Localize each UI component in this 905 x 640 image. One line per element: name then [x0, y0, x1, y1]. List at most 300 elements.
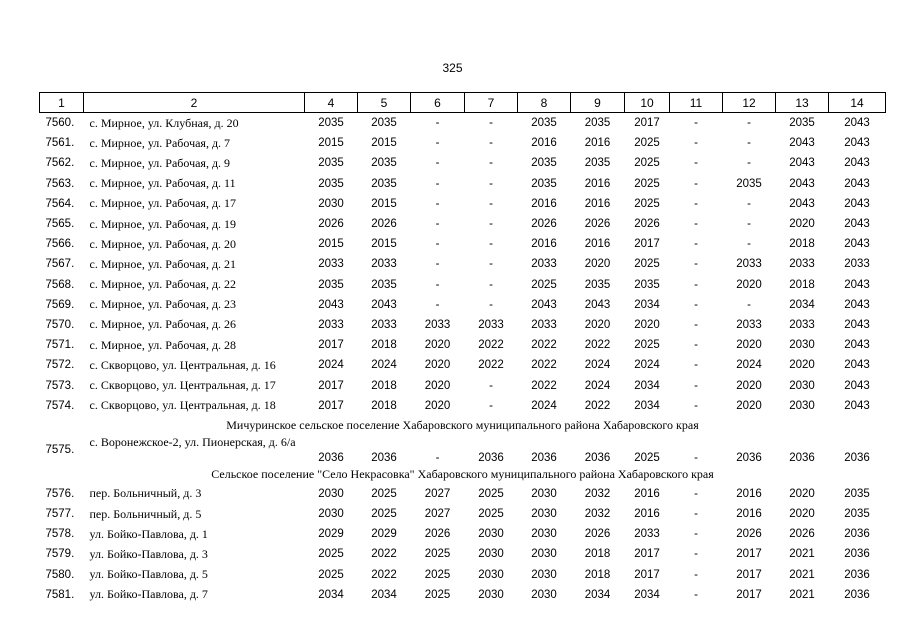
row-number: 7560.	[45, 117, 75, 130]
column-header: 7	[465, 93, 518, 113]
table-row	[40, 214, 886, 234]
table-row	[40, 435, 886, 465]
address-cell: с. Мирное, ул. Рабочая, д. 20	[89, 236, 237, 251]
row-number: 7574.	[45, 399, 75, 412]
year-cell: 2025	[371, 487, 397, 500]
section-heading-row	[40, 465, 886, 484]
year-cell: 2030	[478, 528, 504, 541]
year-cell: 2030	[318, 197, 344, 210]
year-cell: 2036	[371, 451, 397, 464]
column-header: 12	[723, 93, 776, 113]
year-cell: 2022	[531, 339, 557, 352]
year-cell: -	[694, 258, 698, 271]
year-cell: 2024	[736, 359, 762, 372]
year-cell: -	[747, 137, 751, 150]
year-cell: 2035	[371, 157, 397, 170]
row-number: 7576.	[45, 487, 75, 500]
address-cell: с. Мирное, ул. Рабочая, д. 7	[89, 135, 231, 150]
address-cell: с. Скворцово, ул. Центральная, д. 16	[89, 357, 276, 372]
year-cell: -	[489, 157, 493, 170]
year-cell: 2017	[736, 548, 762, 561]
year-cell: -	[435, 238, 440, 251]
year-cell: 2021	[789, 568, 815, 581]
year-cell: 2017	[634, 238, 660, 251]
address-cell: с. Мирное, ул. Рабочая, д. 17	[89, 196, 237, 211]
year-cell: 2033	[789, 258, 815, 271]
section-heading-row	[40, 416, 886, 435]
year-cell: 2015	[371, 238, 397, 251]
year-cell: 2025	[634, 451, 660, 464]
year-cell: 2017	[736, 568, 762, 581]
table-body	[40, 113, 886, 605]
year-cell: 2033	[844, 258, 870, 271]
year-cell: 2026	[318, 218, 344, 231]
year-cell: 2016	[584, 177, 611, 190]
year-cell: 2030	[789, 379, 815, 392]
year-cell: 2018	[584, 548, 611, 561]
year-cell: 2043	[584, 298, 611, 311]
year-cell: 2024	[584, 379, 611, 392]
year-cell: 2035	[634, 278, 660, 291]
row-number: 7565.	[45, 218, 75, 231]
year-cell: 2022	[478, 339, 504, 352]
year-cell: 2030	[478, 568, 504, 581]
year-cell: -	[435, 157, 440, 170]
table-row	[40, 113, 886, 134]
row-number: 7568.	[45, 278, 75, 291]
year-cell: 2030	[789, 339, 815, 352]
year-cell: -	[694, 218, 698, 231]
table-row	[40, 355, 886, 375]
year-cell: 2020	[789, 487, 815, 500]
table-header-row	[40, 93, 886, 113]
year-cell: 2022	[371, 568, 397, 581]
year-cell: 2018	[371, 379, 397, 392]
year-cell: -	[747, 117, 751, 130]
table-row	[40, 295, 886, 315]
table-row	[40, 194, 886, 214]
address-cell: ул. Бойко-Павлова, д. 1	[89, 526, 208, 541]
year-cell: -	[694, 339, 698, 352]
year-cell: 2016	[736, 508, 762, 521]
table-row	[40, 565, 886, 585]
row-number: 7566.	[45, 238, 75, 251]
year-cell: 2018	[371, 339, 397, 352]
row-number: 7569.	[45, 298, 75, 311]
address-cell: с. Мирное, ул. Рабочая, д. 21	[89, 256, 237, 271]
year-cell: 2036	[531, 451, 557, 464]
year-cell: -	[489, 258, 493, 271]
year-cell: 2016	[531, 238, 557, 251]
year-cell: 2030	[318, 487, 344, 500]
year-cell: 2026	[424, 528, 451, 541]
row-number: 7570.	[45, 318, 75, 331]
year-cell: 2032	[584, 508, 611, 521]
column-header: 9	[571, 93, 625, 113]
year-cell: 2029	[371, 528, 397, 541]
year-cell: 2033	[318, 258, 344, 271]
column-header: 1	[40, 93, 84, 113]
year-cell: 2043	[844, 318, 870, 331]
year-cell: 2030	[531, 528, 557, 541]
year-cell: 2020	[424, 339, 451, 352]
table-row	[40, 375, 886, 395]
year-cell: -	[747, 238, 751, 251]
year-cell: 2036	[736, 451, 762, 464]
year-cell: 2025	[424, 568, 451, 581]
year-cell: 2033	[789, 318, 815, 331]
year-cell: 2025	[531, 278, 557, 291]
year-cell: 2018	[789, 238, 815, 251]
year-cell: -	[694, 278, 698, 291]
year-cell: -	[747, 298, 751, 311]
address-cell: пер. Больничный, д. 5	[89, 506, 202, 521]
year-cell: 2033	[371, 318, 397, 331]
year-cell: -	[694, 298, 698, 311]
year-cell: 2036	[844, 588, 870, 601]
year-cell: -	[694, 451, 698, 464]
year-cell: 2022	[584, 399, 611, 412]
year-cell: -	[489, 278, 493, 291]
year-cell: 2043	[844, 379, 870, 392]
year-cell: 2020	[789, 508, 815, 521]
year-cell: -	[489, 298, 493, 311]
year-cell: 2024	[634, 359, 660, 372]
year-cell: 2016	[634, 508, 660, 521]
row-number: 7578.	[45, 528, 75, 541]
year-cell: 2022	[478, 359, 504, 372]
year-cell: 2025	[318, 568, 344, 581]
year-cell: 2026	[736, 528, 762, 541]
year-cell: -	[489, 399, 493, 412]
year-cell: 2036	[478, 451, 504, 464]
year-cell: 2016	[531, 137, 557, 150]
year-cell: 2026	[634, 218, 660, 231]
row-number: 7572.	[45, 359, 75, 372]
year-cell: 2036	[789, 451, 815, 464]
year-cell: 2036	[584, 451, 611, 464]
year-cell: 2033	[634, 528, 660, 541]
year-cell: 2025	[371, 508, 397, 521]
year-cell: 2043	[789, 197, 815, 210]
year-cell: 2025	[424, 588, 451, 601]
year-cell: 2034	[634, 379, 660, 392]
year-cell: 2015	[371, 137, 397, 150]
year-cell: 2025	[634, 258, 660, 271]
table-row	[40, 254, 886, 274]
year-cell: 2033	[318, 318, 344, 331]
year-cell: 2035	[584, 157, 611, 170]
table-row	[40, 335, 886, 355]
year-cell: 2020	[424, 359, 451, 372]
year-cell: 2034	[634, 399, 660, 412]
year-cell: 2017	[634, 548, 660, 561]
table-row	[40, 484, 886, 504]
year-cell: 2022	[531, 379, 557, 392]
year-cell: 2021	[789, 588, 815, 601]
year-cell: 2034	[584, 588, 611, 601]
housing-table	[39, 92, 886, 605]
year-cell: 2036	[844, 451, 870, 464]
address-cell: с. Воронежское-2, ул. Пионерская, д. 6/а	[89, 434, 296, 449]
year-cell: 2030	[531, 588, 557, 601]
year-cell: 2015	[371, 197, 397, 210]
address-cell: ул. Бойко-Павлова, д. 7	[89, 587, 208, 602]
column-header: 5	[358, 93, 411, 113]
row-number: 7581.	[45, 588, 75, 601]
year-cell: -	[489, 197, 493, 210]
year-cell: 2043	[789, 177, 815, 190]
year-cell: -	[694, 197, 698, 210]
year-cell: -	[694, 588, 698, 601]
year-cell: 2035	[371, 117, 397, 130]
year-cell: 2032	[584, 487, 611, 500]
table-row	[40, 133, 886, 153]
address-cell: с. Скворцово, ул. Центральная, д. 17	[89, 378, 276, 393]
year-cell: 2043	[318, 298, 344, 311]
year-cell: 2020	[736, 379, 762, 392]
year-cell: 2017	[318, 379, 344, 392]
year-cell: 2015	[318, 137, 344, 150]
year-cell: 2034	[634, 588, 660, 601]
year-cell: -	[435, 218, 440, 231]
year-cell: -	[489, 137, 493, 150]
year-cell: 2030	[531, 487, 557, 500]
year-cell: 2030	[531, 548, 557, 561]
year-cell: 2026	[584, 218, 611, 231]
year-cell: 2026	[371, 218, 397, 231]
year-cell: -	[747, 197, 751, 210]
year-cell: 2043	[789, 137, 815, 150]
row-number: 7564.	[45, 197, 75, 210]
year-cell: 2035	[318, 117, 344, 130]
address-cell: с. Мирное, ул. Рабочая, д. 11	[89, 176, 236, 191]
row-number: 7580.	[45, 568, 75, 581]
year-cell: 2043	[371, 298, 397, 311]
year-cell: 2036	[844, 568, 870, 581]
year-cell: 2043	[789, 157, 815, 170]
year-cell: -	[489, 238, 493, 251]
year-cell: 2034	[789, 298, 815, 311]
year-cell: 2043	[844, 197, 870, 210]
year-cell: 2033	[531, 258, 557, 271]
address-cell: с. Мирное, ул. Рабочая, д. 28	[89, 337, 237, 352]
year-cell: 2017	[634, 117, 660, 130]
year-cell: 2026	[789, 528, 815, 541]
year-cell: 2020	[789, 218, 815, 231]
year-cell: 2035	[584, 117, 611, 130]
year-cell: 2030	[478, 588, 504, 601]
year-cell: 2043	[844, 359, 870, 372]
year-cell: 2027	[424, 508, 451, 521]
year-cell: 2021	[789, 548, 815, 561]
year-cell: 2034	[371, 588, 397, 601]
year-cell: 2035	[531, 117, 557, 130]
table-row	[40, 153, 886, 173]
year-cell: 2036	[318, 451, 344, 464]
year-cell: -	[489, 379, 493, 392]
table-row	[40, 544, 886, 564]
year-cell: 2033	[736, 258, 762, 271]
year-cell: 2015	[318, 238, 344, 251]
row-number: 7561.	[45, 137, 75, 150]
year-cell: -	[694, 528, 698, 541]
table-row	[40, 234, 886, 254]
year-cell: -	[694, 177, 698, 190]
year-cell: -	[435, 298, 440, 311]
year-cell: 2025	[634, 339, 660, 352]
year-cell: -	[747, 157, 751, 170]
table-row	[40, 585, 886, 605]
year-cell: 2024	[531, 399, 557, 412]
year-cell: 2043	[531, 298, 557, 311]
row-number: 7577.	[45, 508, 75, 521]
year-cell: -	[694, 399, 698, 412]
year-cell: 2035	[371, 177, 397, 190]
year-cell: 2020	[736, 339, 762, 352]
section-heading: Мичуринское сельское поселение Хабаровского муниципального района Хабаровского края	[226, 417, 699, 432]
row-number: 7563.	[45, 177, 75, 190]
row-number: 7575.	[45, 443, 75, 456]
column-header: 14	[829, 93, 886, 113]
year-cell: 2022	[584, 339, 611, 352]
year-cell: 2033	[478, 318, 504, 331]
column-header: 6	[411, 93, 465, 113]
year-cell: 2020	[789, 359, 815, 372]
table-row	[40, 275, 886, 295]
column-header: 13	[776, 93, 829, 113]
address-cell: с. Мирное, ул. Клубная, д. 20	[89, 115, 239, 130]
year-cell: 2024	[371, 359, 397, 372]
year-cell: 2035	[736, 177, 762, 190]
year-cell: 2022	[371, 548, 397, 561]
year-cell: 2017	[736, 588, 762, 601]
address-cell: ул. Бойко-Павлова, д. 3	[89, 546, 208, 561]
year-cell: 2025	[478, 508, 504, 521]
year-cell: 2043	[844, 218, 870, 231]
year-cell: 2025	[634, 197, 660, 210]
year-cell: -	[694, 379, 698, 392]
year-cell: 2035	[318, 177, 344, 190]
year-cell: 2035	[844, 487, 870, 500]
year-cell: 2016	[584, 137, 611, 150]
year-cell: 2018	[371, 399, 397, 412]
year-cell: 2035	[789, 117, 815, 130]
row-number: 7567.	[45, 258, 75, 271]
year-cell: 2026	[584, 528, 611, 541]
year-cell: 2034	[318, 588, 344, 601]
year-cell: -	[694, 157, 698, 170]
year-cell: 2043	[844, 137, 870, 150]
address-cell: пер. Больничный, д. 3	[89, 486, 202, 501]
table-row	[40, 396, 886, 416]
year-cell: 2035	[318, 278, 344, 291]
year-cell: -	[435, 451, 440, 464]
year-cell: 2016	[736, 487, 762, 500]
year-cell: 2017	[318, 399, 344, 412]
year-cell: 2017	[634, 568, 660, 581]
year-cell: 2029	[318, 528, 344, 541]
year-cell: -	[694, 359, 698, 372]
address-cell: с. Мирное, ул. Рабочая, д. 26	[89, 317, 237, 332]
year-cell: 2016	[584, 197, 611, 210]
row-number: 7571.	[45, 339, 75, 352]
column-header: 4	[305, 93, 358, 113]
year-cell: -	[489, 218, 493, 231]
year-cell: 2024	[584, 359, 611, 372]
page-number: 325	[442, 61, 463, 75]
address-cell: с. Мирное, ул. Рабочая, д. 19	[89, 216, 237, 231]
year-cell: 2043	[844, 238, 870, 251]
year-cell: -	[694, 137, 698, 150]
year-cell: 2043	[844, 298, 870, 311]
column-header: 10	[625, 93, 670, 113]
year-cell: -	[694, 568, 698, 581]
year-cell: 2020	[424, 399, 451, 412]
year-cell: -	[694, 548, 698, 561]
year-cell: 2025	[634, 177, 660, 190]
address-cell: с. Скворцово, ул. Центральная, д. 18	[89, 398, 276, 413]
year-cell: 2017	[318, 339, 344, 352]
row-number: 7579.	[45, 548, 75, 561]
address-cell: с. Мирное, ул. Рабочая, д. 9	[89, 155, 231, 170]
year-cell: 2036	[844, 528, 870, 541]
address-cell: с. Мирное, ул. Рабочая, д. 23	[89, 297, 237, 312]
year-cell: 2043	[844, 339, 870, 352]
row-number: 7573.	[45, 379, 75, 392]
year-cell: -	[489, 117, 493, 130]
year-cell: 2035	[844, 508, 870, 521]
year-cell: -	[435, 177, 440, 190]
year-cell: 2024	[318, 359, 344, 372]
year-cell: 2043	[844, 399, 870, 412]
table-row	[40, 174, 886, 194]
year-cell: -	[435, 258, 440, 271]
year-cell: -	[694, 487, 698, 500]
year-cell: -	[694, 238, 698, 251]
year-cell: 2034	[634, 298, 660, 311]
year-cell: 2020	[424, 379, 451, 392]
year-cell: -	[435, 137, 440, 150]
row-number: 7562.	[45, 157, 75, 170]
year-cell: 2020	[584, 258, 611, 271]
year-cell: -	[694, 117, 698, 130]
year-cell: -	[435, 117, 440, 130]
year-cell: 2033	[531, 318, 557, 331]
year-cell: 2025	[424, 548, 451, 561]
year-cell: 2022	[531, 359, 557, 372]
year-cell: -	[435, 278, 440, 291]
year-cell: 2035	[584, 278, 611, 291]
column-header: 8	[518, 93, 571, 113]
year-cell: 2043	[844, 278, 870, 291]
year-cell: 2018	[789, 278, 815, 291]
section-heading: Сельское поселение "Село Некрасовка" Хабаровского муниципального района Хабаровского края	[211, 466, 714, 481]
column-header: 2	[84, 93, 305, 113]
year-cell: 2020	[584, 318, 611, 331]
year-cell: 2016	[634, 487, 660, 500]
year-cell: -	[435, 197, 440, 210]
year-cell: 2036	[844, 548, 870, 561]
year-cell: 2016	[531, 197, 557, 210]
year-cell: 2035	[531, 177, 557, 190]
year-cell: 2033	[736, 318, 762, 331]
column-header: 11	[670, 93, 723, 113]
year-cell: 2027	[424, 487, 451, 500]
table-row	[40, 524, 886, 544]
year-cell: 2025	[634, 137, 660, 150]
table-row	[40, 315, 886, 335]
